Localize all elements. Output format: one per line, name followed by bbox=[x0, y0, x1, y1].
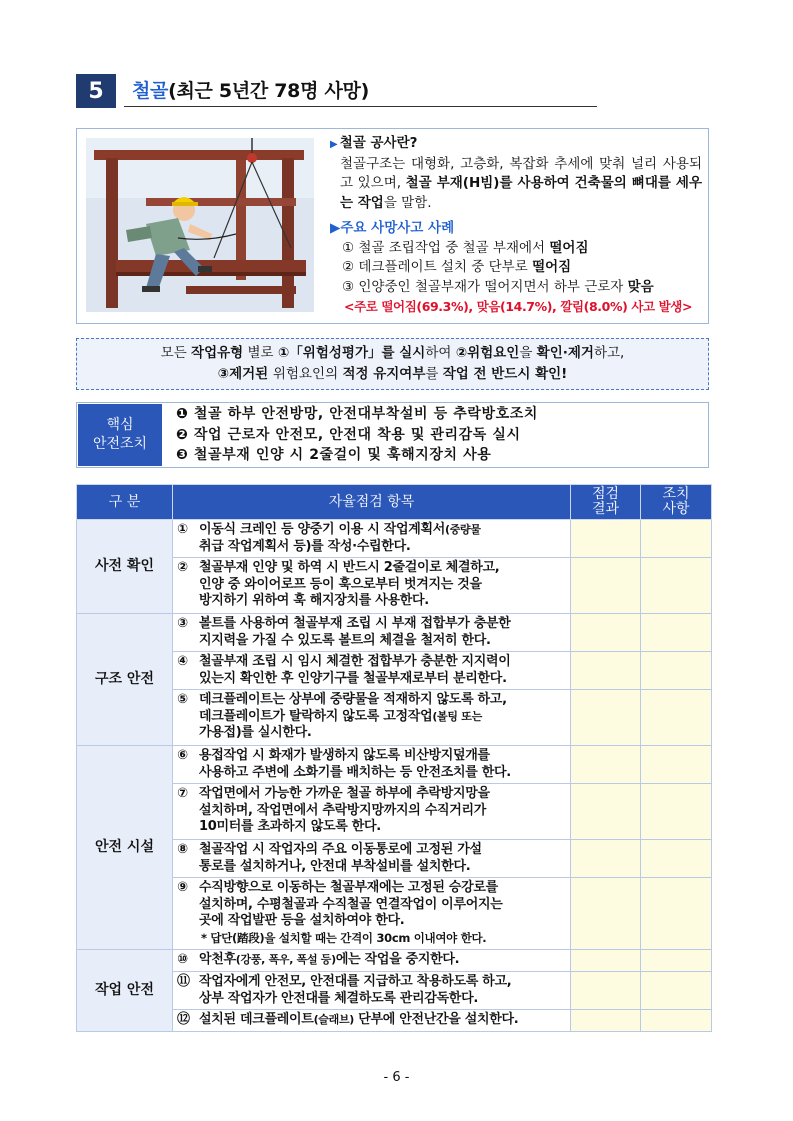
table-row bbox=[77, 746, 712, 784]
checklist-item: ⑨ 수직방향으로 이동하는 철골부재에는 고정된 승강로를 설치하며, 수평철골과 수직철골 연결작업이 이루어지는 곳에 작업발판 등을 설치하여야 한다. * 답단(踏段)을 설치할 때는 간격이 30cm 이내여야 한다. bbox=[173, 878, 571, 950]
table-row bbox=[77, 690, 712, 746]
checklist-item: ⑥ 용접작업 시 화재가 발생하지 않도록 비산방지덮개를 사용하고 주변에 소화기를 배치하는 등 안전조치를 한다. bbox=[173, 746, 571, 784]
intro-question: ▶ 철골 공사란? bbox=[330, 135, 418, 151]
table-row bbox=[77, 1010, 712, 1032]
check-result-cell[interactable] bbox=[571, 746, 641, 784]
action-cell[interactable] bbox=[641, 520, 712, 558]
key-safety-label: 핵심 안전조치 bbox=[78, 404, 162, 466]
category-cell: 구조 안전 bbox=[77, 614, 173, 746]
check-result-cell[interactable] bbox=[571, 558, 641, 614]
table-row bbox=[77, 520, 712, 558]
case-item: ② 데크플레이트 설치 중 단부로 떨어짐 bbox=[342, 259, 572, 275]
table-row bbox=[77, 840, 712, 878]
footnote: * 답단(踏段)을 설치할 때는 간격이 30cm 이내여야 한다. bbox=[201, 930, 487, 945]
table-row bbox=[77, 972, 712, 1010]
category-cell: 사전 확인 bbox=[77, 520, 173, 614]
page-number: - 6 - bbox=[383, 1070, 410, 1085]
action-cell[interactable] bbox=[641, 878, 712, 950]
header-check-result: 점검 결과 bbox=[571, 485, 641, 520]
table-row bbox=[77, 950, 712, 972]
check-result-cell[interactable] bbox=[571, 690, 641, 746]
key-safety-item: ❶ 철골 하부 안전방망, 안전대부착설비 등 추락방호조치 bbox=[176, 406, 538, 422]
check-result-cell[interactable] bbox=[571, 614, 641, 652]
category-cell: 안전 시설 bbox=[77, 746, 173, 950]
checklist-item: ⑤ 데크플레이트는 상부에 중량물을 적재하지 않도록 하고, 데크플레이트가 탈락하지 않도록 고정작업(볼팅 또는 가용접)를 실시한다. bbox=[173, 690, 571, 746]
checklist-item: ⑫ 설치된 데크플레이트(슬래브) 단부에 안전난간을 설치한다. bbox=[173, 1010, 571, 1032]
table-row bbox=[77, 558, 712, 614]
notice-line-1: 모든 작업유형 별로 ①「위험성평가」를 실시하여 ②위험요인을 확인·제거하고, bbox=[160, 345, 625, 361]
section-title-main: 철골 bbox=[132, 80, 169, 102]
action-cell[interactable] bbox=[641, 784, 712, 840]
checklist-item: ④ 철골부재 조립 시 임시 체결한 접합부가 충분한 지지력이 있는지 확인한 후 인양기구를 철골부재로부터 분리한다. bbox=[173, 652, 571, 690]
key-safety-list bbox=[176, 404, 701, 466]
case-item: ① 철골 조립작업 중 철골 부재에서 떨어짐 bbox=[342, 239, 589, 256]
action-cell[interactable] bbox=[641, 558, 712, 614]
triangle-bullet-icon: ▶ bbox=[330, 220, 341, 236]
checklist-item: ① 이동식 크레인 등 양중기 이용 시 작업계획서(중량물 취급 작업계획서 등)를 작성·수립한다. bbox=[173, 520, 571, 558]
intro-description: 철골구조는 대형화, 고층화, 복잡화 추세에 맞춰 널리 사용되고 있으며, 철골 부재(H빔)를 사용하여 건축물의 뼈대를 세우는 작업을 말함. bbox=[340, 155, 702, 211]
action-cell[interactable] bbox=[641, 614, 712, 652]
section-number: 5 bbox=[76, 74, 116, 108]
check-result-cell[interactable] bbox=[571, 840, 641, 878]
check-result-cell[interactable] bbox=[571, 878, 641, 950]
checklist-item: ⑪ 작업자에게 안전모, 안전대를 지급하고 착용하도록 하고, 상부 작업자가 안전대를 체결하도록 관리감독한다. bbox=[173, 972, 571, 1010]
action-cell[interactable] bbox=[641, 690, 712, 746]
notice-line-2: ③제거된 위험요인의 적정 유지여부를 작업 전 반드시 확인! bbox=[217, 366, 568, 382]
table-row bbox=[77, 652, 712, 690]
checklist-item: ⑩ 악천후(강풍, 폭우, 폭설 등)에는 작업을 중지한다. bbox=[173, 950, 571, 972]
intro-text bbox=[330, 134, 702, 317]
check-result-cell[interactable] bbox=[571, 520, 641, 558]
cases-title: ▶주요 사망사고 사례 bbox=[330, 220, 455, 236]
key-safety-item: ❷ 작업 근로자 안전모, 안전대 착용 및 관리감독 실시 bbox=[176, 426, 521, 443]
category-cell: 작업 안전 bbox=[77, 950, 173, 1032]
table-row bbox=[77, 784, 712, 840]
action-cell[interactable] bbox=[641, 1010, 712, 1032]
action-cell[interactable] bbox=[641, 652, 712, 690]
table-row bbox=[77, 878, 712, 950]
checklist-item: ② 철골부재 인양 및 하역 시 반드시 2줄걸이로 체결하고, 인양 중 와이어로프 등이 훅으로부터 벗겨지는 것을 방지하기 위하여 훅 해지장치를 사용한다. bbox=[173, 558, 571, 614]
check-result-cell[interactable] bbox=[571, 652, 641, 690]
case-item: ③ 인양중인 철골부재가 떨어지면서 하부 근로자 맞음 bbox=[342, 278, 654, 295]
worker-falling-illustration bbox=[86, 138, 314, 312]
accident-stats: <주로 떨어짐(69.3%), 맞음(14.7%), 깔림(8.0%) 사고 발생> bbox=[344, 299, 693, 314]
check-result-cell[interactable] bbox=[571, 950, 641, 972]
checklist-item: ⑦ 작업면에서 가능한 가까운 철골 하부에 추락방지망을 설치하며, 작업면에서 추락방지망까지의 수직거리가 10미터를 초과하지 않도록 한다. bbox=[173, 784, 571, 840]
check-result-cell[interactable] bbox=[571, 1010, 641, 1032]
checklist-item: ③ 볼트를 사용하여 철골부재 조립 시 부재 접합부가 충분한 지지력을 가질 수 있도록 볼트의 체결을 철저히 한다. bbox=[173, 614, 571, 652]
check-result-cell[interactable] bbox=[571, 784, 641, 840]
notice-box bbox=[76, 338, 709, 390]
action-cell[interactable] bbox=[641, 840, 712, 878]
action-cell[interactable] bbox=[641, 746, 712, 784]
section-title bbox=[132, 76, 369, 103]
table-row bbox=[77, 614, 712, 652]
section-underline bbox=[124, 106, 597, 107]
action-cell[interactable] bbox=[641, 972, 712, 1010]
table-header-row bbox=[77, 485, 712, 520]
action-cell[interactable] bbox=[641, 950, 712, 972]
triangle-bullet-icon: ▶ bbox=[330, 139, 338, 150]
section-title-sub: (최근 5년간 78명 사망) bbox=[168, 80, 369, 102]
header-action: 조치 사항 bbox=[641, 485, 712, 520]
checklist-item: ⑧ 철골작업 시 작업자의 주요 이동통로에 고정된 가설 통로를 설치하거나, 안전대 부착설비를 설치한다. bbox=[173, 840, 571, 878]
check-result-cell[interactable] bbox=[571, 972, 641, 1010]
header-category: 구 분 bbox=[77, 485, 173, 520]
key-safety-item: ❸ 철골부재 인양 시 2줄걸이 및 훅해지장치 사용 bbox=[176, 447, 492, 463]
checklist-table bbox=[76, 484, 712, 1032]
header-item: 자율점검 항목 bbox=[173, 485, 571, 520]
